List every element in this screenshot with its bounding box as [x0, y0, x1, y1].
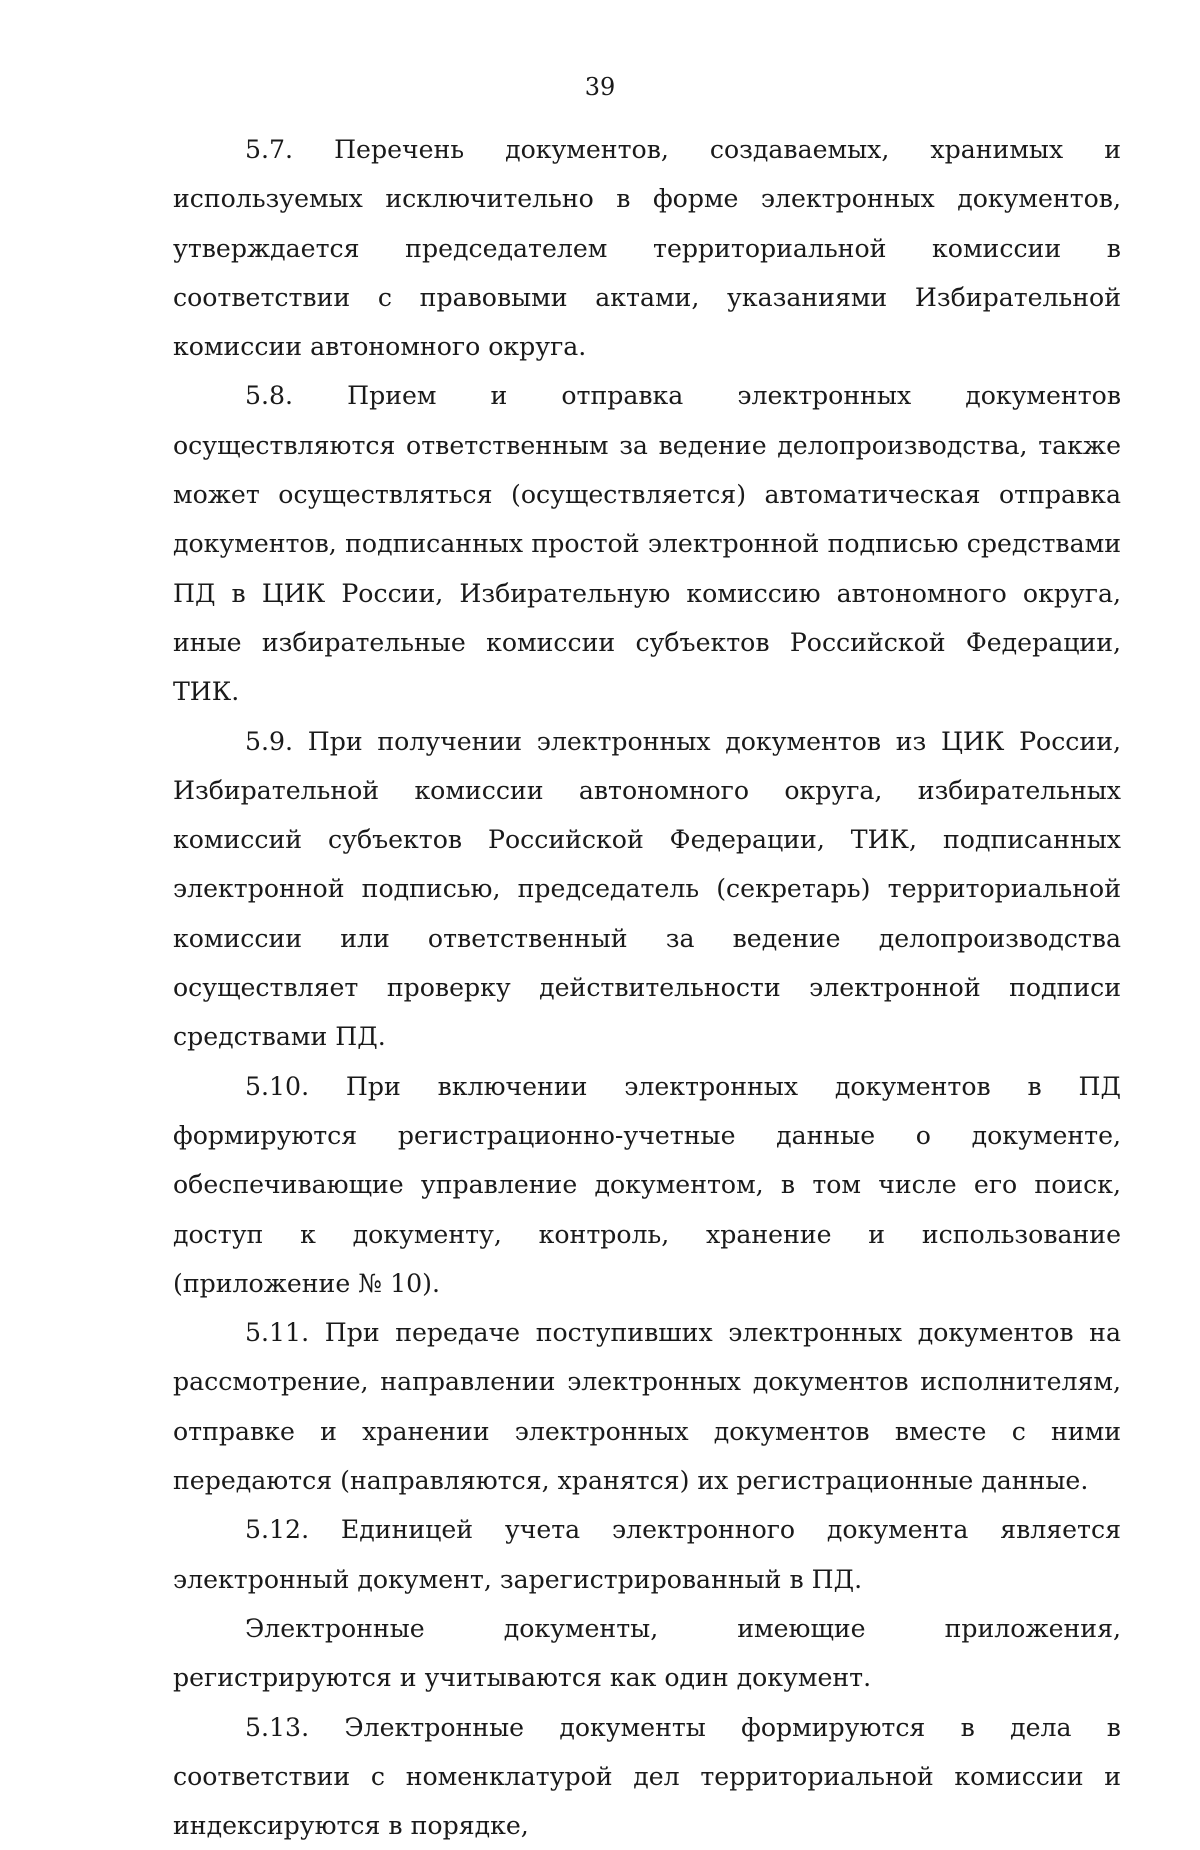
paragraph-5-12: 5.12. Единицей учета электронного документа является электронный документ, зарегистрированный в ПД.: [173, 1505, 1121, 1604]
document-body: [173, 125, 1121, 1850]
paragraph-5-7: 5.7. Перечень документов, создаваемых, хранимых и используемых исключительно в форме электронных документов, утверждается председателем территориальной комиссии в соответствии с правовыми актами, указаниями Избирательной комиссии автономного округа.: [173, 125, 1121, 371]
paragraph-5-8: 5.8. Прием и отправка электронных документов осуществляются ответственным за ведение делопроизводства, также может осуществляться (осуществляется) автоматическая отправка документов, подписанных простой электронной подписью средствами ПД в ЦИК России, Избирательную комиссию автономного округа, иные избирательные комиссии субъектов Российской Федерации, ТИК.: [173, 371, 1121, 716]
paragraph-5-13: 5.13. Электронные документы формируются в дела в соответствии с номенклатурой дел территориальной комиссии и индексируются в порядке,: [173, 1703, 1121, 1850]
page-number: 39: [0, 72, 1200, 102]
paragraph-5-12-continuation: Электронные документы, имеющие приложения, регистрируются и учитываются как один документ.: [173, 1604, 1121, 1703]
paragraph-5-10: 5.10. При включении электронных документов в ПД формируются регистрационно-учетные данные о документе, обеспечивающие управление документом, в том числе его поиск, доступ к документу, контроль, хранение и использование (приложение № 10).: [173, 1062, 1121, 1308]
paragraph-5-9: 5.9. При получении электронных документов из ЦИК России, Избирательной комиссии автономного округа, избирательных комиссий субъектов Российской Федерации, ТИК, подписанных электронной подписью, председатель (секретарь) территориальной комиссии или ответственный за ведение делопроизводства осуществляет проверку действительности электронной подписи средствами ПД.: [173, 717, 1121, 1062]
paragraph-5-11: 5.11. При передаче поступивших электронных документов на рассмотрение, направлении электронных документов исполнителям, отправке и хранении электронных документов вместе с ними передаются (направляются, хранятся) их регистрационные данные.: [173, 1308, 1121, 1505]
